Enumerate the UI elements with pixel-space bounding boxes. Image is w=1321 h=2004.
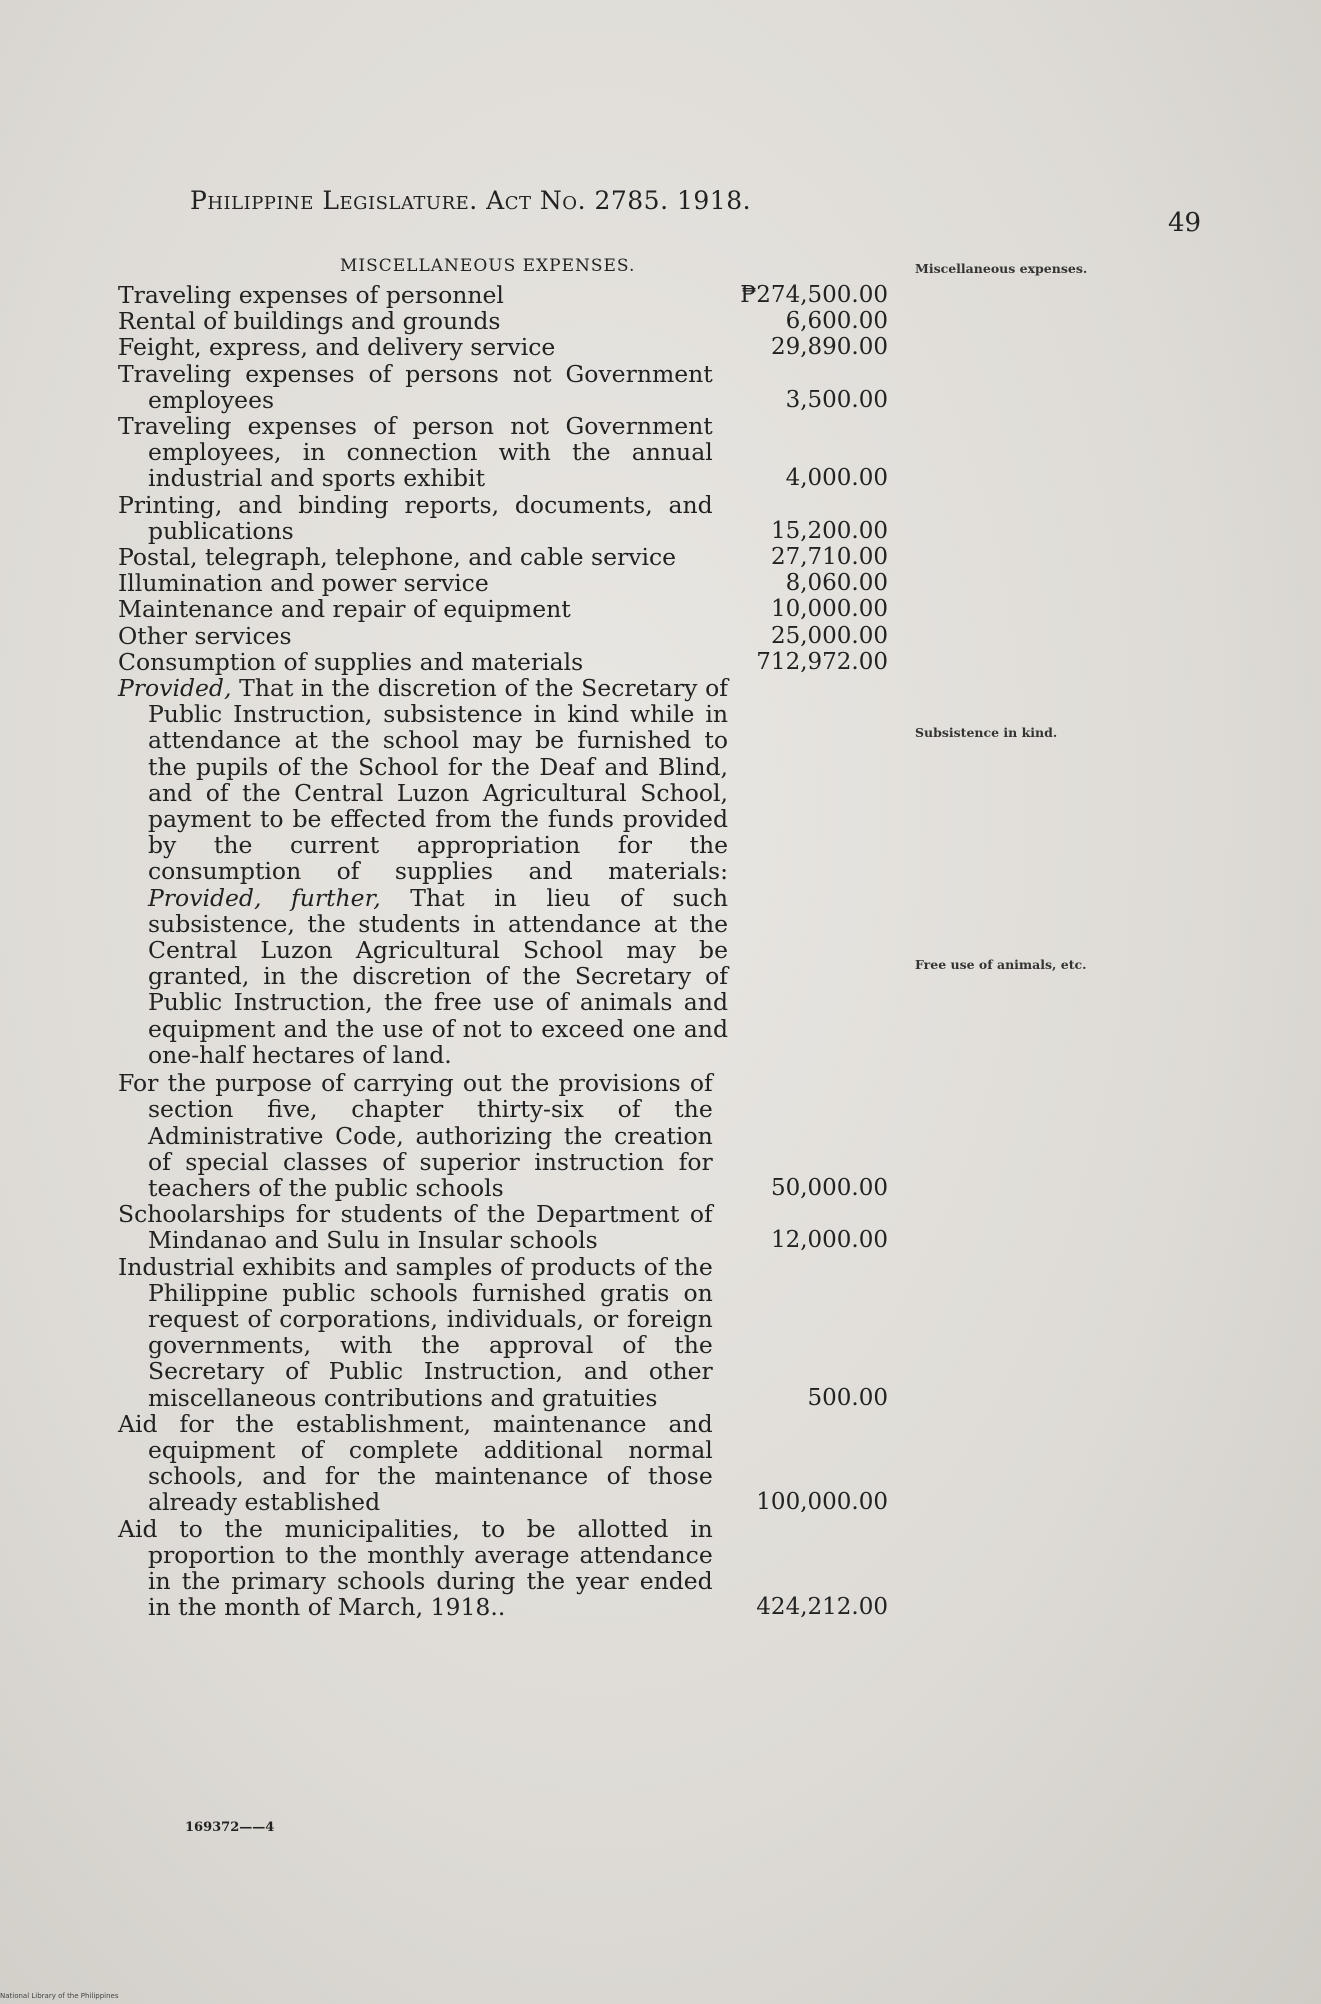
proviso-text-2: That in lieu of such subsistence, the students in attendance at the Central Luzon Agricultural School may be granted, in the discretion of the Secretary of Public Instruction, the free use of animals and equipment and the use of not to exceed one and one-half hectares of land. xyxy=(148,883,728,1069)
item-amount: 10,000.00 xyxy=(770,596,888,623)
item-amount: 12,000.00 xyxy=(770,1227,888,1254)
item-amount: 15,200.00 xyxy=(770,517,888,544)
list-item xyxy=(118,308,888,334)
item-description: Maintenance and repair of equipment xyxy=(118,595,571,624)
list-item xyxy=(118,596,888,622)
list-item xyxy=(118,570,888,596)
item-description: Illumination and power service xyxy=(118,569,489,598)
item-amount: 3,500.00 xyxy=(785,386,888,413)
item-amount: 424,212.00 xyxy=(756,1594,888,1621)
scan-credit: National Library of the Philippines xyxy=(0,1992,119,2000)
list-item xyxy=(118,1411,888,1516)
margin-note-miscellaneous: Miscellaneous expenses. xyxy=(915,261,1088,276)
item-description: Aid for the establishment, maintenance and equipment of complete additional normal schools, and for the maintenance of those already established xyxy=(118,1409,713,1517)
margin-note-subsistence: Subsistence in kind. xyxy=(915,725,1058,740)
item-amount: 50,000.00 xyxy=(770,1174,888,1201)
item-amount: 8,060.00 xyxy=(785,570,888,597)
list-item xyxy=(118,1516,888,1621)
item-description: Schoolarships for students of the Department of Mindanao and Sulu in Insular schools xyxy=(118,1200,713,1255)
list-item xyxy=(118,413,888,492)
item-amount: 6,600.00 xyxy=(785,308,888,335)
item-description: Rental of buildings and grounds xyxy=(118,307,501,336)
appropriation-list xyxy=(118,282,888,1620)
item-description: Other services xyxy=(118,621,292,650)
item-amount: 29,890.00 xyxy=(770,334,888,361)
list-item xyxy=(118,334,888,360)
item-amount: 25,000.00 xyxy=(770,622,888,649)
item-amount: 27,710.00 xyxy=(770,544,888,571)
list-item xyxy=(118,1254,888,1411)
list-item xyxy=(118,1201,888,1253)
list-item xyxy=(118,361,888,413)
item-amount: 500.00 xyxy=(807,1384,888,1411)
item-description: Postal, telegraph, telephone, and cable service xyxy=(118,543,677,572)
item-amount: 100,000.00 xyxy=(756,1489,888,1516)
page-number: 49 xyxy=(1168,208,1202,238)
list-item xyxy=(118,649,888,675)
item-amount: ₱274,500.00 xyxy=(740,282,888,308)
proviso-text-1: That in the discretion of the Secretary of Public Instruction, subsistence in kind while in attendance at the school may be furnished to the pupils of the School for the Deaf and Blind, and of the Central Luzon Agricultural School, payment to be effected from the funds provided by the current appropriation for the consumption of supplies and materials: xyxy=(148,674,728,886)
running-title: Philippine Legislature. Act No. 2785. 1918. xyxy=(190,186,752,215)
printer-signature: 169372——4 xyxy=(185,1820,275,1835)
proviso-paragraph xyxy=(118,675,728,1068)
list-item xyxy=(118,492,888,544)
item-description: Printing, and binding reports, documents, and publications xyxy=(118,490,713,545)
item-description: Traveling expenses of person not Government employees, in connection with the annual industrial and sports exhibit xyxy=(118,412,713,493)
proviso-lead: Provided, xyxy=(118,674,232,703)
item-description: Traveling expenses of personnel xyxy=(118,281,504,309)
item-description: Consumption of supplies and materials xyxy=(118,647,584,676)
item-description: Feight, express, and delivery service xyxy=(118,333,556,362)
list-item xyxy=(118,544,888,570)
list-item xyxy=(118,623,888,649)
item-description: Aid to the municipalities, to be allotted in proportion to the monthly average attendance in the primary schools during the year ended in the month of March, 1918.. xyxy=(118,1514,713,1622)
list-item xyxy=(118,282,888,308)
margin-note-free-use: Free use of animals, etc. xyxy=(915,957,1087,972)
list-item xyxy=(118,1070,888,1201)
item-amount: 4,000.00 xyxy=(785,465,888,492)
item-amount: 712,972.00 xyxy=(756,648,888,675)
item-description: Traveling expenses of persons not Government employees xyxy=(118,359,713,414)
item-description: Industrial exhibits and samples of products of the Philippine public schools furnished gratis on request of corporations, individuals, or foreign governments, with the approval of the Secretary of Public Instruction, and other miscellaneous contributions and gratuities xyxy=(118,1252,713,1412)
item-description: For the purpose of carrying out the provisions of section five, chapter thirty-six of the Administrative Code, authorizing the creation of special classes of superior instruction for teachers of the public schools xyxy=(118,1069,713,1202)
section-title: MISCELLANEOUS EXPENSES. xyxy=(340,256,636,276)
proviso-lead-2: Provided, further, xyxy=(148,883,381,912)
